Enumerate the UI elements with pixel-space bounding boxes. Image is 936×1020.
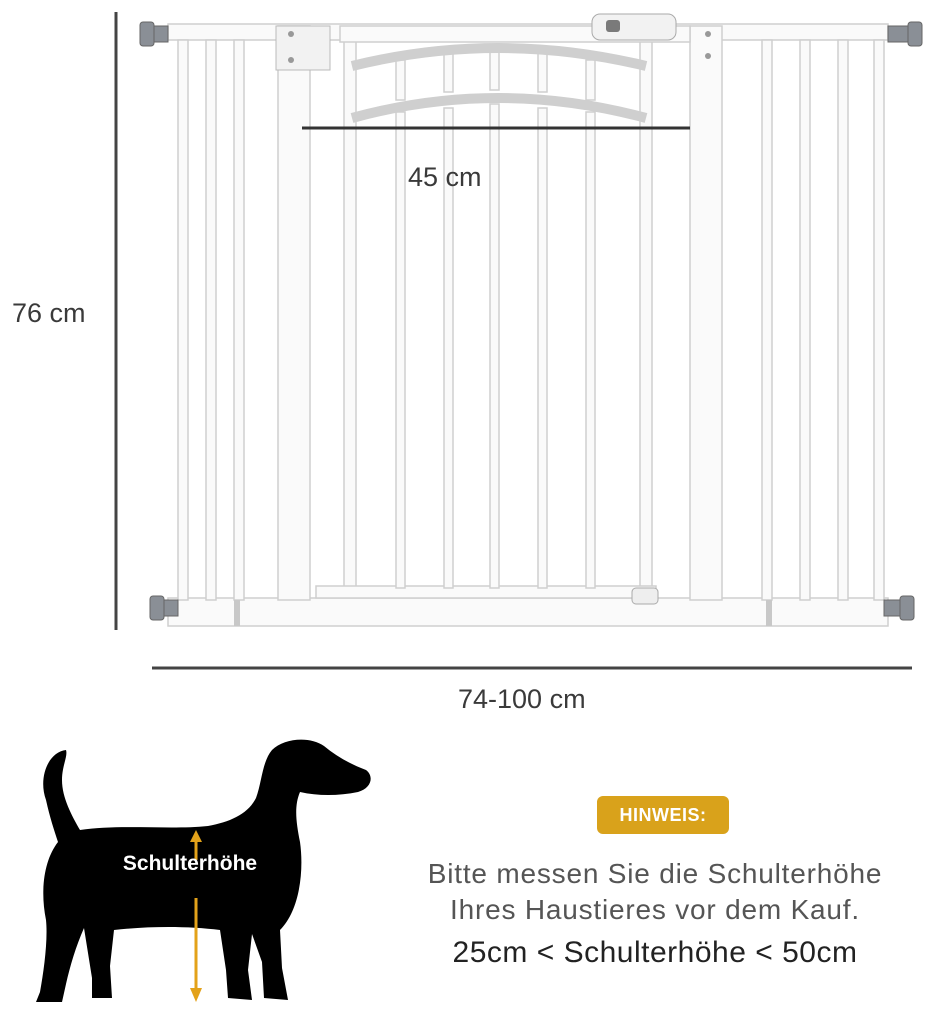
hinge-block [276, 26, 330, 70]
note-line-2: Ihres Haustieres vor dem Kauf. [450, 894, 860, 925]
door-width-label: 45 cm [408, 162, 482, 192]
shoulder-height-range: 25cm < Schulterhöhe < 50cm [452, 936, 858, 969]
total-width-label: 74-100 cm [458, 684, 586, 714]
height-label: 76 cm [12, 298, 86, 328]
note-badge: HINWEIS: [597, 796, 729, 834]
gate-frame [168, 24, 888, 626]
note-line-1: Bitte messen Sie die Schulterhöhe [427, 858, 883, 889]
shoulder-height-label: Schulterhöhe [122, 852, 258, 875]
latch-handle [592, 14, 676, 40]
